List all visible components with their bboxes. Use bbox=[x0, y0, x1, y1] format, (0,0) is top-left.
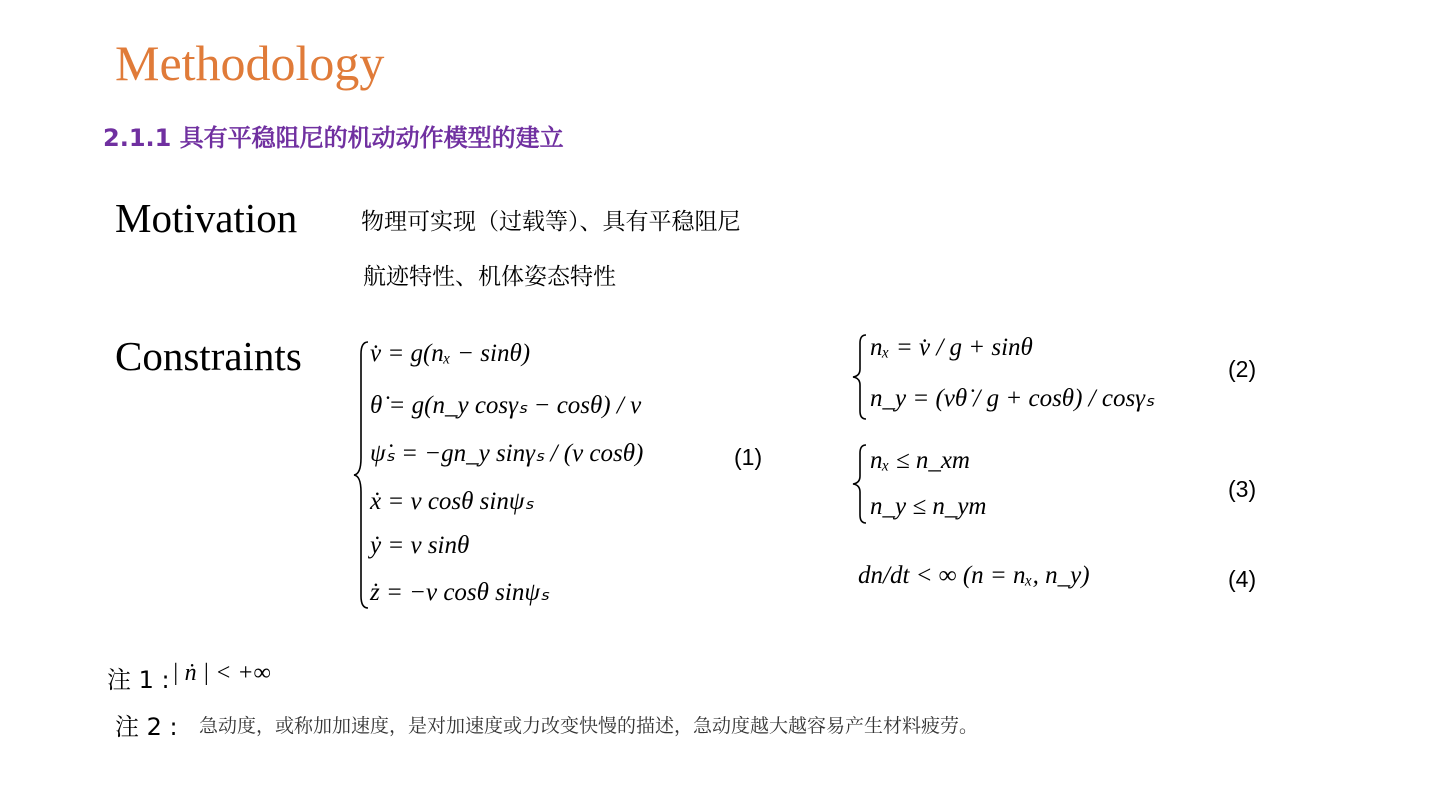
eq-4: dn/dt < ∞ (n = nₓ, n_y) bbox=[858, 562, 1090, 589]
left-brace-system-3 bbox=[851, 443, 869, 525]
eq-number-4: (4) bbox=[1228, 566, 1257, 592]
eq-number-3: (3) bbox=[1228, 476, 1257, 502]
motivation-line-1: 物理可实现（过载等）、具有平稳阻尼 bbox=[361, 209, 741, 235]
eq-1-line-6: ż = −v cosθ sinψₛ bbox=[370, 579, 550, 606]
eq-1-line-4: ẋ = v cosθ sinψₛ bbox=[370, 488, 534, 515]
left-brace-system-1 bbox=[352, 340, 372, 610]
note-2-text: 急动度，或称加加速度，是对加速度或力改变快慢的描述，急动度越大越容易产生材料疲劳。 bbox=[199, 715, 979, 737]
eq-1-line-3: ψ̇ₛ = −gn_y sinγₛ / (v cosθ) bbox=[370, 440, 644, 467]
note-1-label: 注 1 : bbox=[107, 666, 170, 694]
eq-3-line-2: n_y ≤ n_ym bbox=[870, 493, 987, 520]
page-title: Methodology bbox=[115, 35, 385, 91]
section-heading: 2.1.1 具有平稳阻尼的机动动作模型的建立 bbox=[103, 124, 564, 152]
eq-2-line-1: nₓ = v̇ / g + sinθ bbox=[870, 334, 1033, 361]
constraints-label: Constraints bbox=[115, 333, 302, 379]
eq-3-line-1: nₓ ≤ n_xm bbox=[870, 447, 970, 474]
note-2-label: 注 2 : bbox=[115, 713, 178, 741]
eq-number-2: (2) bbox=[1228, 356, 1257, 382]
note-1-expression: | ṅ | < +∞ bbox=[172, 660, 271, 686]
eq-1-line-1: v̇ = g(nₓ − sinθ) bbox=[370, 340, 531, 367]
eq-1-line-2: θ̇ = g(n_y cosγₛ − cosθ) / v bbox=[370, 392, 642, 419]
motivation-label: Motivation bbox=[115, 195, 298, 241]
motivation-line-2: 航迹特性、机体姿态特性 bbox=[363, 264, 616, 290]
eq-2-line-2: n_y = (vθ̇ / g + cosθ) / cosγₛ bbox=[870, 385, 1155, 412]
eq-number-1: (1) bbox=[734, 444, 763, 470]
left-brace-system-2 bbox=[851, 333, 869, 421]
eq-1-line-5: ẏ = v sinθ bbox=[370, 532, 470, 559]
